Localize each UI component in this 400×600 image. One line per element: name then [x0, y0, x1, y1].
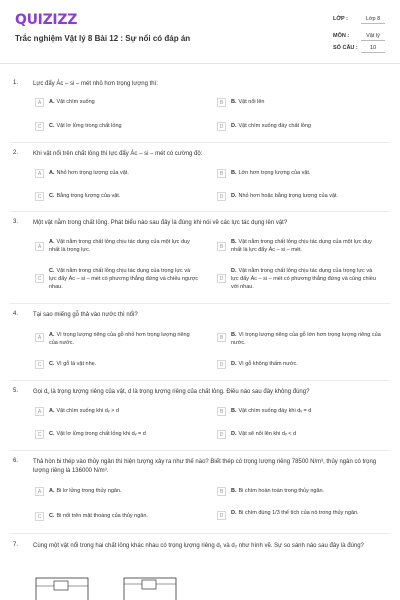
option-text: Vật chìm xuống đáy khi dᵥ = d	[238, 408, 312, 414]
option-letter: D.	[231, 510, 237, 516]
option-letter: D.	[231, 268, 237, 274]
option-letter: D.	[231, 431, 237, 437]
option-text: Vật chìm xuống	[56, 99, 95, 105]
class-value: Lớp 8	[361, 16, 385, 24]
option-badge: C	[35, 122, 44, 131]
question-text-part: là trọng lượng riêng của vật, d là trọng lượng riêng của chất lỏng. Điều nào sau đây không đúng?	[49, 389, 310, 395]
question-number: 7.	[13, 542, 19, 548]
page-title: Trắc nghiệm Vật lý 8 Bài 12 : Sự nổi có đáp án	[15, 34, 191, 43]
option-badge: A	[35, 333, 44, 342]
option-letter: C.	[49, 193, 55, 199]
option-letter: C.	[49, 361, 55, 367]
option-badge: C	[35, 274, 44, 283]
option-badge: C	[35, 512, 44, 521]
divider	[10, 303, 390, 304]
option-text: Vì trọng lượng riêng của gỗ lớn hơn trọng lượng riêng của nước.	[231, 332, 381, 346]
option-badge: D	[217, 122, 226, 131]
option-letter: C.	[49, 268, 55, 274]
option-text: Nhỏ hơn hoặc bằng trọng lượng của vật.	[238, 193, 339, 199]
option-badge: B	[217, 169, 226, 178]
question-number: 6.	[13, 458, 19, 464]
option-badge: C	[35, 360, 44, 369]
divider	[10, 142, 390, 143]
option-badge: D	[217, 511, 226, 520]
option-text: Lớn hơn trọng lượng của vật.	[238, 170, 311, 176]
floating-block-2	[142, 580, 156, 589]
option-badge: A	[35, 487, 44, 496]
question-text: Tại sao miếng gỗ thả vào nước thì nổi?	[33, 312, 138, 318]
question-count-label: SỐ CÂU :	[333, 45, 358, 51]
option-badge: A	[35, 98, 44, 107]
option-badge: C	[35, 192, 44, 201]
option-badge: D	[217, 360, 226, 369]
option-text: Vật nằm trong chất lỏng chịu tác dụng của một lực duy nhất là trọng lực.	[49, 239, 190, 253]
option-badge: B	[217, 242, 226, 251]
question-number: 2.	[13, 150, 19, 156]
option-letter: B.	[231, 488, 237, 494]
option-text: Bi chìm đúng 1/3 thể tích của nó trong thủy ngân.	[238, 510, 359, 516]
divider	[10, 211, 390, 212]
question-number: 5.	[13, 388, 19, 394]
option-letter: C.	[49, 431, 55, 437]
divider	[10, 533, 390, 534]
option-letter: B.	[231, 408, 237, 414]
quizizz-logo: QUIZIZZ	[15, 12, 78, 28]
class-meta	[333, 16, 391, 24]
option-text: Vật sẽ nổi lên khi dᵥ < d	[238, 431, 297, 437]
divider	[10, 450, 390, 451]
option-badge: B	[217, 487, 226, 496]
question-text: Lực đẩy Ác – si – mét nhỏ hơn trọng lượng thì:	[33, 81, 158, 87]
option-letter: A.	[49, 239, 55, 245]
question-text: Cùng một vật nổi trong hai chất lỏng khác nhau có trọng lượng riêng d₁ và d₂ như hình vẽ. Sự so sánh nào sau đây là đúng?	[33, 543, 364, 549]
question-text-part: Gọi d	[33, 389, 48, 395]
option-letter: A.	[49, 332, 55, 338]
subscript: v	[47, 390, 50, 395]
question-text: Một vật nằm trong chất lỏng. Phát biểu nào sau đây là đúng khi nói về các lực tác dụng lên vật?	[33, 220, 288, 226]
option-badge: D	[217, 274, 226, 283]
option-text: Vật nằm trong chất lỏng chịu tác dụng của trọng lực và lực đẩy Ác – si – mét có phương thẳng đứng và cùng chiều với nhau.	[231, 268, 376, 290]
option-text: Vật nổi lên	[238, 99, 265, 105]
question-text: Khi vật nổi trên chất lỏng thì lực đẩy Ác – si – mét có cường độ:	[33, 151, 203, 157]
subject-value: Vật lý	[361, 33, 385, 41]
option-text: Bi nổi trên mặt thoáng của thủy ngân.	[56, 513, 148, 519]
option-badge: B	[217, 98, 226, 107]
option-letter: A.	[49, 99, 55, 105]
option-text: Nhỏ hơn trọng lượng của vật.	[56, 170, 129, 176]
option-letter: D.	[231, 361, 237, 367]
subject-label: MÔN :	[333, 33, 350, 39]
option-text: Vì gỗ là vật nhẹ.	[56, 361, 97, 367]
option-badge: C	[35, 430, 44, 439]
option-letter: B.	[231, 99, 237, 105]
option-badge: A	[35, 242, 44, 251]
floating-block-1	[54, 581, 68, 590]
option-text: Vật nằm trong chất lỏng chịu tác dụng của trọng lực và lực đẩy Ác – si – mét có phương thẳng đứng và chiều ngược nhau.	[49, 268, 199, 290]
option-letter: A.	[49, 488, 55, 494]
option-text: Vật chìm xuống khi dᵥ > d	[56, 408, 119, 414]
divider	[10, 380, 390, 381]
option-badge: D	[217, 192, 226, 201]
option-letter: A.	[49, 408, 55, 414]
option-text: Vật lơ lửng trong chất lỏng khi dᵥ = d	[56, 431, 146, 437]
option-letter: D.	[231, 123, 237, 129]
option-letter: D.	[231, 193, 237, 199]
option-text: Vì gỗ không thấm nước.	[238, 361, 298, 367]
option-badge: A	[35, 169, 44, 178]
option-badge: B	[217, 407, 226, 416]
question-number: 4.	[13, 311, 19, 317]
question-number: 1.	[13, 80, 19, 86]
subject-meta	[333, 33, 391, 41]
option-letter: B.	[231, 170, 237, 176]
option-letter: C.	[49, 123, 55, 129]
liquid-containers-diagram	[30, 572, 190, 600]
option-text: Bi chìm hoàn toàn trong thủy ngân.	[238, 488, 325, 494]
option-text: Bi lơ lửng trong thủy ngân.	[56, 488, 122, 494]
option-text: Vật nằm trong chất lỏng chịu tác dụng của một lực duy nhất là lực đẩy Ác – si – mét.	[231, 239, 372, 253]
question-count-meta	[333, 45, 391, 53]
question-number: 3.	[13, 219, 19, 225]
option-letter: C.	[49, 513, 55, 519]
option-letter: B.	[231, 239, 237, 245]
question-count-value: 10	[361, 45, 385, 53]
class-label: LỚP :	[333, 16, 348, 22]
option-text: Vật lơ lửng trong chất lỏng	[56, 123, 122, 129]
option-badge: D	[217, 430, 226, 439]
option-letter: B.	[231, 332, 237, 338]
option-text: Vật chìm xuống đáy chất lỏng	[238, 123, 311, 129]
option-badge: B	[217, 333, 226, 342]
page-header	[0, 0, 400, 64]
option-text: Bằng trọng lượng của vật.	[56, 193, 121, 199]
option-text: Vì trọng lượng riêng của gỗ nhỏ hơn trọng lượng riêng của nước.	[49, 332, 190, 346]
question-text: Thả hòn bi thép vào thủy ngân thì hiện tượng xảy ra như thế nào? Biết thép có trọng lượng riêng 78500 N/m³, thủy ngân có trọng lượng riêng là 136000 N/m³.	[33, 459, 377, 474]
question-text	[33, 388, 389, 397]
option-badge: A	[35, 407, 44, 416]
option-letter: A.	[49, 170, 55, 176]
